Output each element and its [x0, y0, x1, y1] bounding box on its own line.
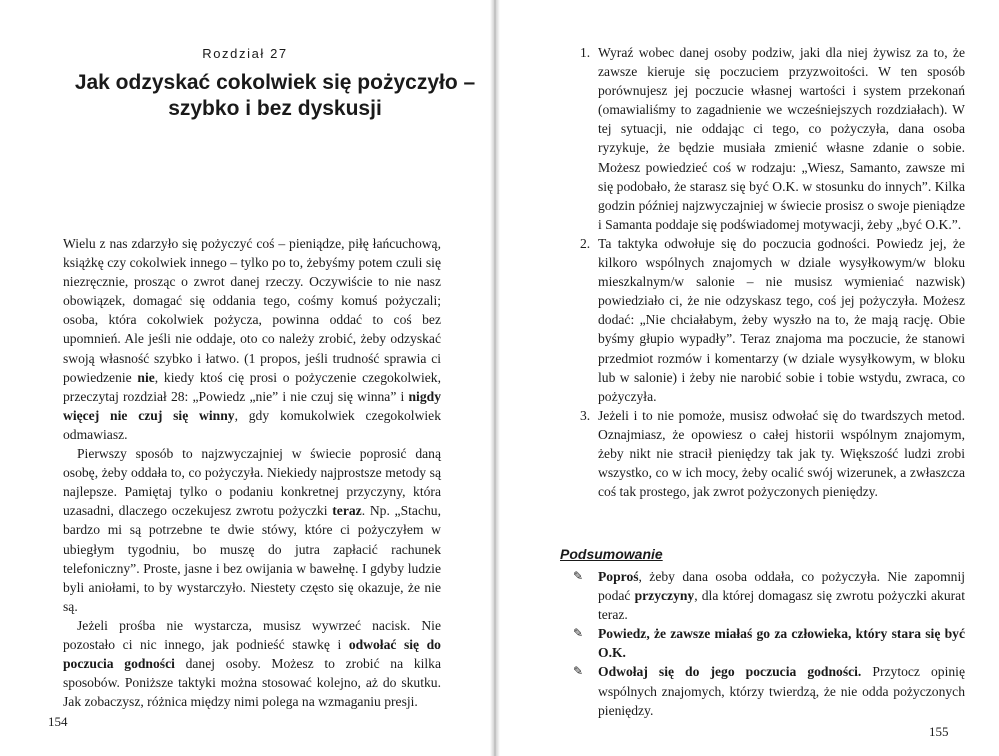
chapter-title: Jak odzyskać cokolwiek się pożyczyło – szybko i bez dyskusji — [74, 71, 476, 120]
list-item: 1. Wyraź wobec danej osoby podziw, jaki dla niej żywisz za to, że zawsze kieruje się poczuciem przyzwoitości. W ten sposób porównujesz jej poczucie własnej wartości i system przekonań (omawialiśmy to zagadnienie we wcześniejszych rozdziałach). W tej sytuacji, nie oddając ci tego, co pożyczyła, dana osoba ryzykuje, że będzie musiała zmienić własne zdanie o sobie. Możesz powiedzieć coś w rodzaju: „Wiesz, Samanto, zawsze mi się podobało, że starasz się być O.K. w stosunku do innych”. Kilka godzin później najzwyczajniej w świecie prosisz o swoje pieniądze i Samanta poddaje się podświadomej motywacji, żeby „być O.K.”. — [580, 45, 965, 232]
right-page — [500, 0, 999, 756]
page-number-left: 154 — [48, 714, 68, 729]
pencil-icon: ✎ — [573, 569, 584, 583]
pencil-icon: ✎ — [573, 626, 584, 641]
list-item: 2. Ta taktyka odwołuje się do poczucia godności. Powiedz jej, że kilkoro wspólnych znajomych w dziale wysyłkowym/w bloku mieszkalnym/w salonie – nie musisz wymieniać nazwisk) powiedziało ci, że nie odzyskasz tego, coś jej pożyczyła. Możesz dodać: „Nie chciałabym, żeby wyszło na to, że mają rację. Obie byśmy głupio wypadły”. Teraz znajoma ma poczucie, że stanowi przedmiot rozmów i komentarzy (w dziale wysyłkowym, w bloku lub w salonie) i żeby nie narobić sobie i tobie wstydu, zwraca, co pożyczyła. — [580, 235, 965, 404]
emphasis-nie: nie — [137, 369, 155, 385]
summary-heading: Podsumowanie — [560, 546, 663, 562]
summary-list — [573, 567, 965, 720]
left-page — [0, 0, 490, 756]
chapter-label: Rozdział 27 — [202, 46, 288, 61]
left-body-text — [63, 234, 441, 711]
paragraph-first-method: Pierwszy sposób to najzwyczajniej w świecie poprosić daną osobę, żeby oddała to, co pożyczyła. Niekiedy najprostsze metody są najlepsze. Pamiętaj tylko o podaniu konkretnej przyczyny, która uzasadni, dlaczego oczekujesz zwrotu pożyczki teraz. Np. „Stachu, bardzo mi są potrzebne te dwie stówy, które ci pożyczyłem w ubiegłym tygodniu, bo muszę do jutra zapłacić rachunek telefoniczny”. Proste, jasne i bez owijania w bawełnę. I gdyby ludzie byli aniołami, to by wystarczyło. Niestety często się okazuje, że nie są. — [63, 446, 441, 614]
paragraph-pressure: Jeżeli prośba nie wystarcza, musisz wywrzeć nacisk. Nie pozostało ci nic innego, jak podnieść stawkę i odwołać się do poczucia godności danej osoby. Możesz to zrobić na kilka sposobów. Poniższe taktyki można stosować kolejno, aż do skutku. Jak zobaczysz, różnica między nimi polega na wzmaganiu presji. — [63, 617, 442, 710]
list-item: 3. Jeżeli i to nie pomoże, musisz odwołać się do twardszych metod. Oznajmiasz, że opowiesz o całej historii wspólnym znajomym, żeby nikt nie stracił pieniędzy tak jak ty. Większość ludzi zrobi wszystko, co w ich mocy, żeby ocalić swój wizerunek, a zwłaszcza coś tak prostego, jak zwrot pożyczonych pieniędzy. — [580, 407, 965, 500]
list-item: ✎ Odwołaj się do jego poczucia godności. Przytocz opinię wspólnych znajomych, którzy twierdzą, że nie odda pożyczonych pieniędzy. — [573, 664, 965, 718]
emphasis-teraz: teraz — [332, 503, 362, 519]
book-gutter — [490, 0, 500, 756]
emphasis-never-guilty: nigdy więcej nie czuj się winny — [63, 388, 441, 423]
list-item: ✎ Poproś, żeby dana osoba oddała, co pożyczyła. Nie zapomnij podać przyczyny, dla której domagasz się zwrotu pożyczki akurat teraz. — [573, 569, 965, 623]
pencil-icon: ✎ — [573, 664, 584, 679]
page-number-right: 155 — [929, 724, 949, 739]
tactics-list — [573, 43, 965, 501]
emphasis-dignity: odwołać się do poczucia godności — [63, 636, 441, 672]
paragraph-intro: Wielu z nas zdarzyło się pożyczyć coś – pieniądze, piłę łańcuchową, książkę czy cokolwiek innego – tylko po to, żebyśmy potem czuli się niezręcznie, prosząc o zwrot danej rzeczy. Oczywiście to nie nasz obowiązek, domagać się oddania tego, cośmy komuś pożyczali; osoba, która cokolwiek pożycza, powinna oddać to coś bez upomnień. Ale jeśli nie oddaje, oto co należy zrobić, żeby odzyskać swoją własność szybko i łatwo. (1 propos, jeśli trudność sprawia ci powiedzenie nie, kiedy ktoś cię prosi o pożyczenie czegokolwiek, przeczytaj rozdział 28: „Powiedz „nie” i nie czuj się winna” i nigdy więcej nie czuj się winny, gdy komukolwiek czegokolwiek odmawiasz. — [63, 236, 442, 442]
list-item: ✎ Powiedz, że zawsze miałaś go za człowieka, który stara się być O.K. — [573, 626, 965, 661]
